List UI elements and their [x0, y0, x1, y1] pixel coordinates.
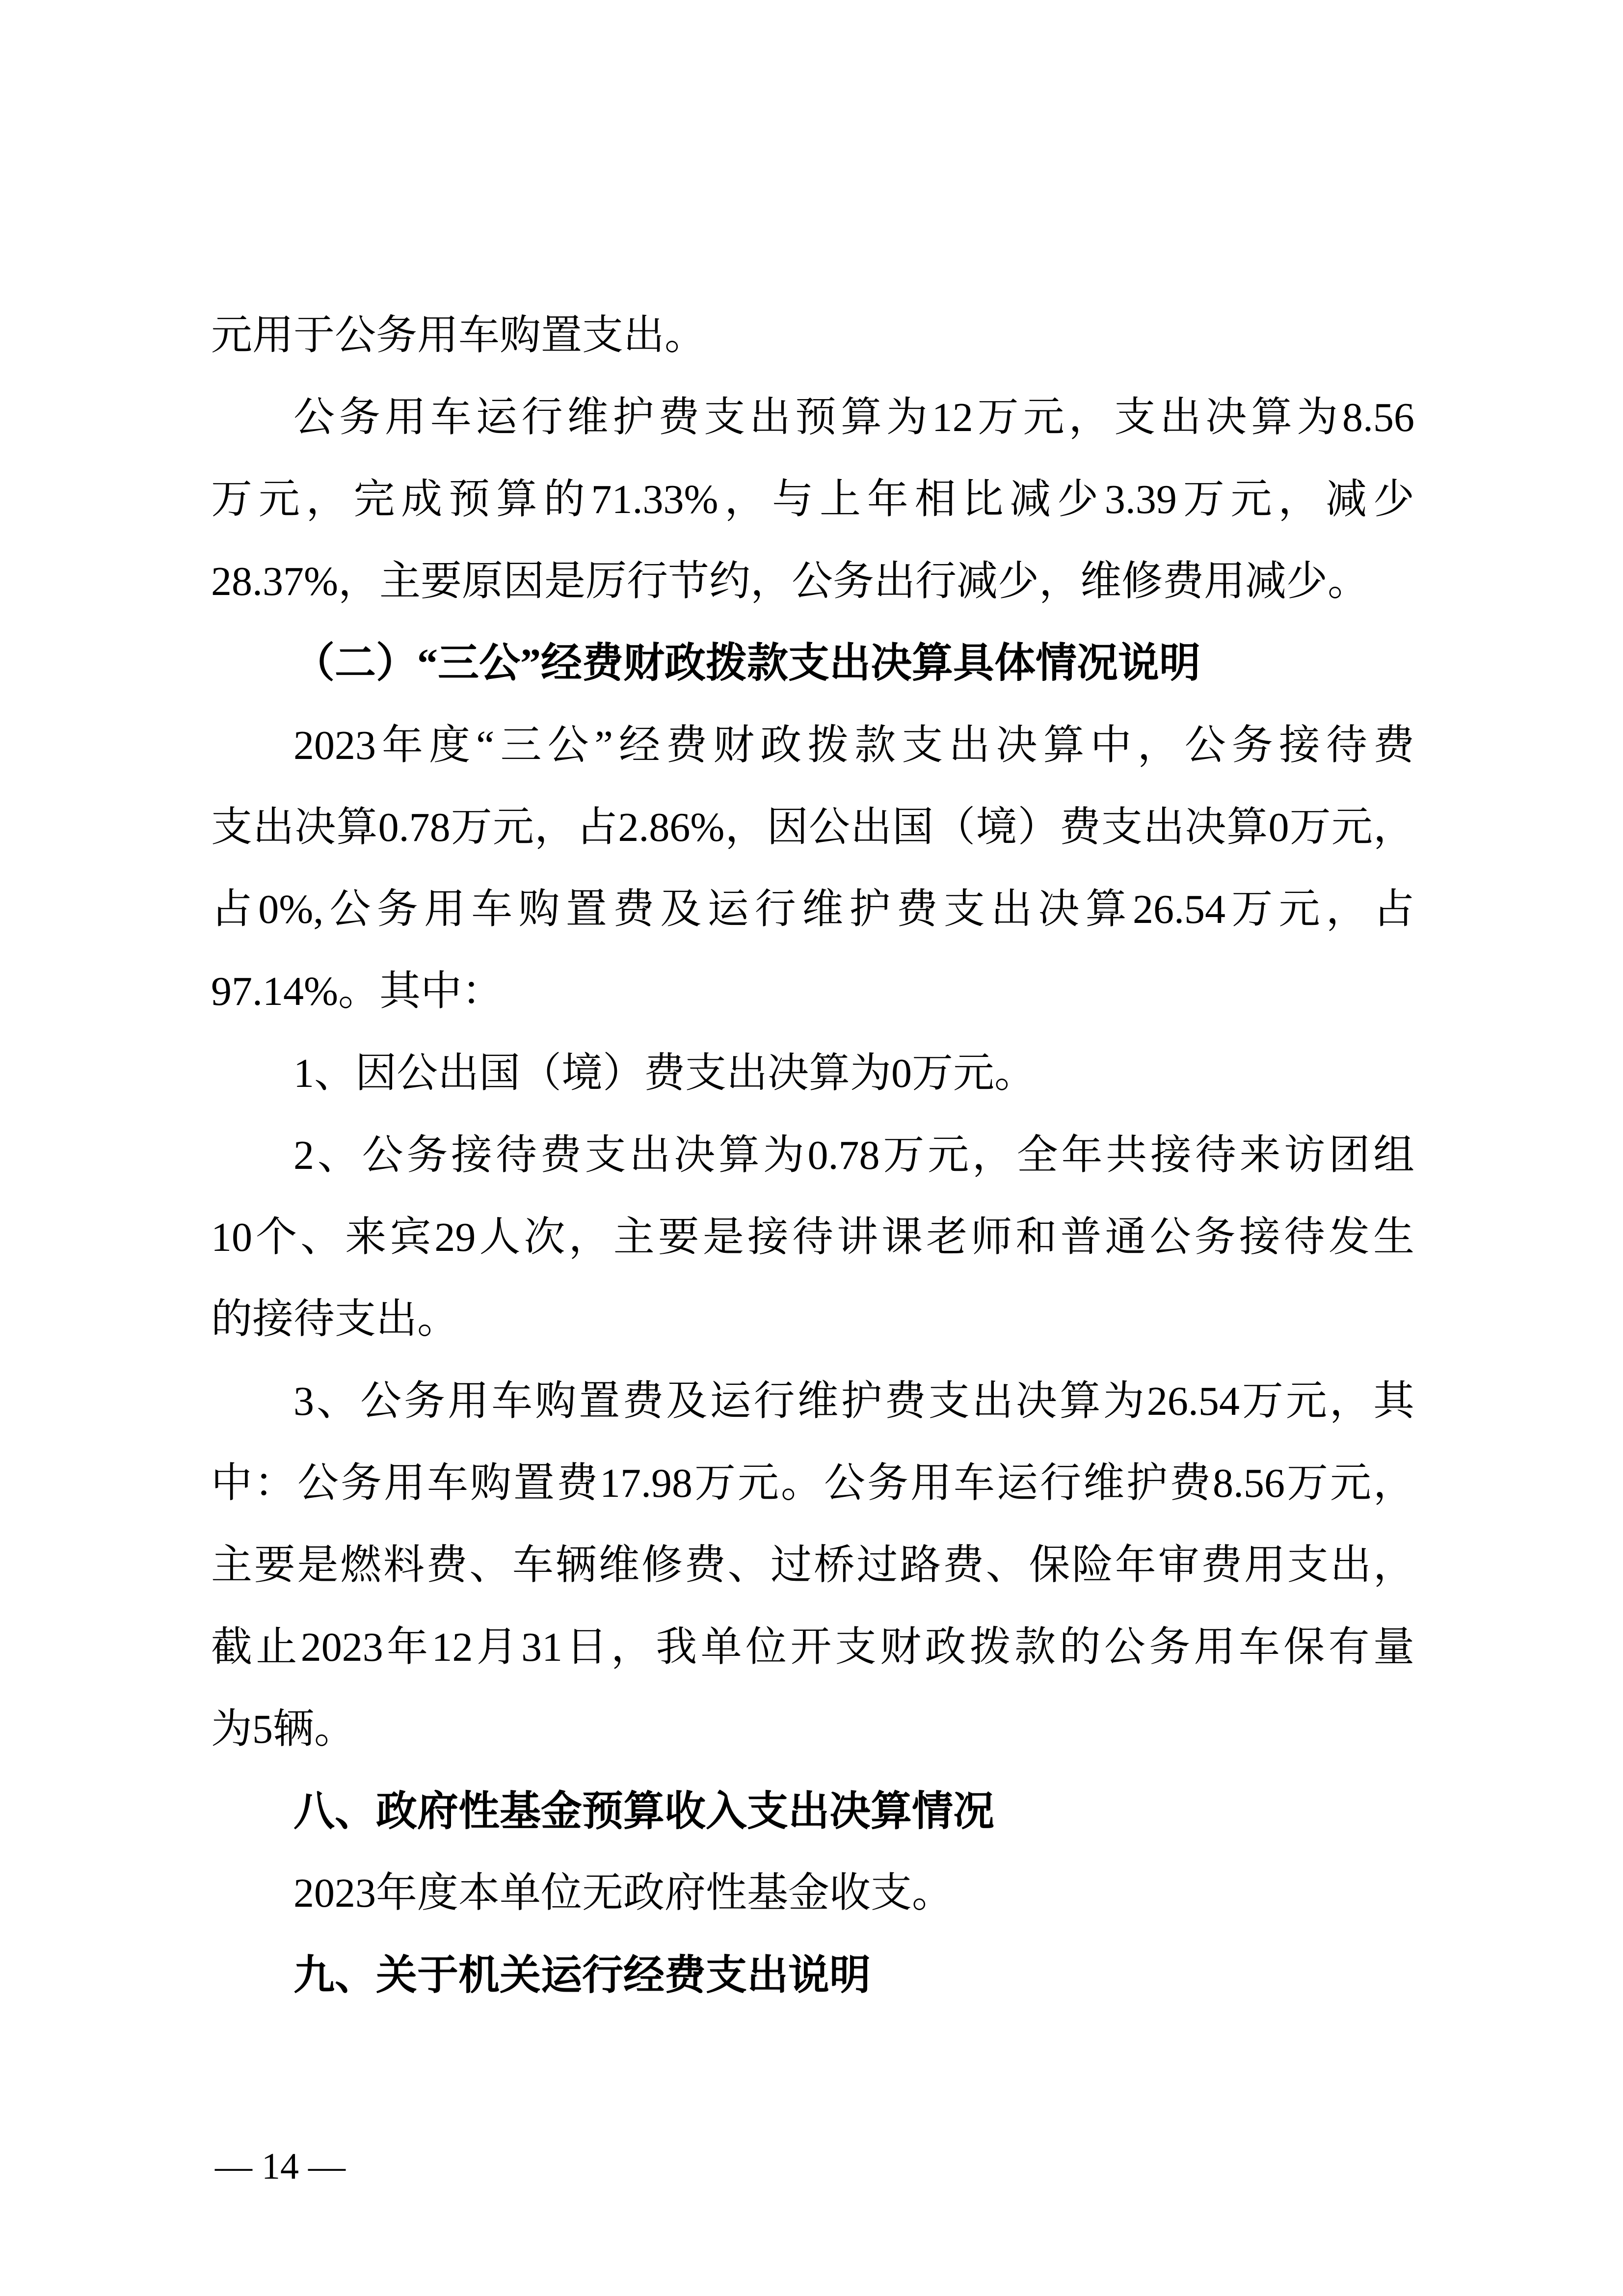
heading-section-9-operating-expenses: 九、关于机关运行经费支出说明	[293, 1952, 871, 1998]
body-line-item-3-vehicle: 3、公务用车购置费及运行维护费支出决算为26.54万元，其	[293, 1378, 1414, 1424]
body-line-five-vehicles: 为5辆。	[211, 1706, 356, 1752]
heading-section-2-three-public-funds: （二）“三公”经费财政拨款支出决算具体情况说明	[293, 641, 1201, 686]
body-line-vehicle-breakdown: 中：公务用车购置费17.98万元。公务用车运行维护费8.56万元，	[211, 1460, 1414, 1506]
footer-page-number: — 14 —	[215, 2146, 346, 2187]
body-line-budget-completion: 万元，完成预算的71.33%，与上年相比减少3.39万元，减少	[211, 477, 1414, 522]
body-line-item-1-abroad: 1、因公出国（境）费支出决算为0万元。	[293, 1051, 1036, 1096]
body-line-vehicle-count-date: 截止2023年12月31日，我单位开支财政拨款的公务用车保有量	[211, 1624, 1414, 1670]
body-line-vehicle-cost-types: 主要是燃料费、车辆维修费、过桥过路费、保险年审费用支出，	[211, 1542, 1414, 1588]
body-line-vehicle-maintenance-budget: 公务用车运行维护费支出预算为12万元，支出决算为8.56	[293, 395, 1414, 440]
body-line-decrease-reason: 28.37%，主要原因是厉行节约，公务出行减少，维修费用减少。	[211, 559, 1369, 604]
body-line-continuation-1: 元用于公务用车购置支出。	[211, 313, 706, 358]
body-line-2023-three-public-intro: 2023年度“三公”经费财政拨款支出决算中，公务接待费	[293, 723, 1414, 768]
body-line-share-97: 97.14%。其中：	[211, 969, 503, 1014]
body-line-no-government-fund: 2023年度本单位无政府性基金收支。	[293, 1870, 954, 1916]
page-body	[211, 295, 1414, 2016]
body-line-reception-groups: 10个、来宾29人次，主要是接待讲课老师和普通公务接待发生	[211, 1215, 1414, 1260]
body-line-reception-end: 的接待支出。	[211, 1297, 459, 1342]
body-line-reception-and-abroad: 支出决算0.78万元，占2.86%，因公出国（境）费支出决算0万元，	[211, 805, 1414, 850]
body-line-item-2-reception: 2、公务接待费支出决算为0.78万元，全年共接待来访团组	[293, 1133, 1414, 1178]
heading-section-8-government-fund: 八、政府性基金预算收入支出决算情况	[293, 1788, 995, 1834]
body-line-vehicle-purchase-share: 占0%,公务用车购置费及运行维护费支出决算26.54万元，占	[211, 887, 1414, 932]
